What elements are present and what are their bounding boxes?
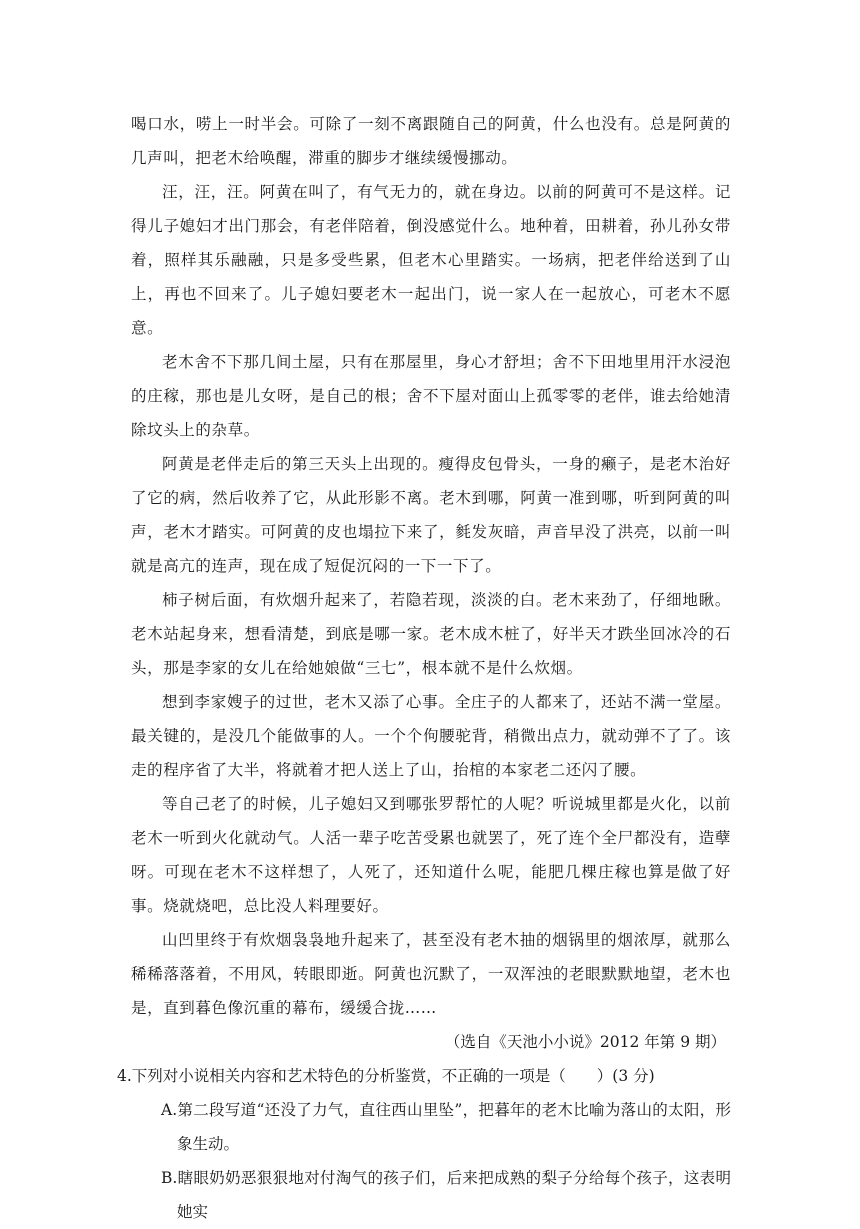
- paragraph-7: 等自己老了的时候，儿子媳妇又到哪张罗帮忙的人呢？听说城里都是火化，以前老木一听到火化就动气。人活一辈子吃苦受累也就罢了，死了连个全尸都没有，造孽呀。可现在老木不这样想了，人死了，还知道什么呢，能肥几棵庄稼也算是做了好事。烧就烧吧，总比没人料理要好。: [131, 795, 731, 915]
- paragraph-2: 汪，汪，汪。阿黄在叫了，有气无力的，就在身边。以前的阿黄可不是这样。记得儿子媳妇才出门那会，有老伴陪着，倒没感觉什么。地种着，田耕着，孙儿孙女带着，照样其乐融融，只是多受些累，但老木心里踏实。一场病，把老伴给送到了山上，再也不回来了。儿子媳妇要老木一起出门，说一家人在一起放心，可老木不愿意。: [131, 183, 731, 337]
- paragraph-6: 想到李家嫂子的过世，老木又添了心事。全庄子的人都来了，还站不满一堂屋。最关键的，是没几个能做事的人。一个个佝腰驼背，稍微出点力，就动弹不了了。该走的程序省了大半，将就着才把人送上了山，抬棺的本家老二还闪了腰。: [131, 693, 731, 779]
- source-citation: （选自《天池小小说》2012 年第 9 期）: [444, 1033, 726, 1051]
- paragraph-4: 阿黄是老伴走后的第三天头上出现的。瘦得皮包骨头，一身的癞子，是老木治好了它的病，然后收养了它，从此形影不离。老木到哪，阿黄一准到哪，听到阿黄的叫声，老木才踏实。可阿黄的皮也塌拉下来了，毵发灰暗，声音早没了洪亮，以前一叫就是高亢的连声，现在成了短促沉闷的一下一下了。: [131, 455, 731, 575]
- document-body: [117, 107, 731, 1229]
- paragraph-5: 柿子树后面，有炊烟升起来了，若隐若现，淡淡的白。老木来劲了，仔细地瞅。老木站起身来，想看清楚，到底是哪一家。老木成木桩了，好半天才跌坐回冰冷的石头，那是李家的女儿在给她娘做“三七”，根本就不是什么炊烟。: [131, 591, 731, 677]
- option-a: A.第二段写道“还没了力气，直往西山里坠”，把暮年的老木比喻为落山的太阳，形象生动。: [161, 1101, 731, 1153]
- option-b: B.瞎眼奶奶恶狠狠地对付淘气的孩子们，后来把成熟的梨子分给每个孩子，这表明她实: [161, 1169, 731, 1221]
- paragraph-1: 喝口水，唠上一时半会。可除了一刻不离跟随自己的阿黄，什么也没有。总是阿黄的几声叫，把老木给唤醒，滞重的脚步才继续缓慢挪动。: [131, 115, 731, 167]
- paragraph-3: 老木舍不下那几间土屋，只有在那屋里，身心才舒坦；舍不下田地里用汗水浸泡的庄稼，那也是儿女呀，是自己的根；舍不下屋对面山上孤零零的老伴，谁去给她清除坟头上的杂草。: [131, 353, 731, 439]
- paragraph-8: 山凹里终于有炊烟袅袅地升起来了，甚至没有老木抽的烟锅里的烟浓厚，就那么稀稀落落着，不用风，转眼即逝。阿黄也沉默了，一双浑浊的老眼默默地望，老木也是，直到暮色像沉重的幕布，缓缓合拢……: [131, 931, 731, 1017]
- question-stem: 4.下列对小说相关内容和艺术特色的分析鉴赏，不正确的一项是（ ）(3 分): [117, 1067, 655, 1085]
